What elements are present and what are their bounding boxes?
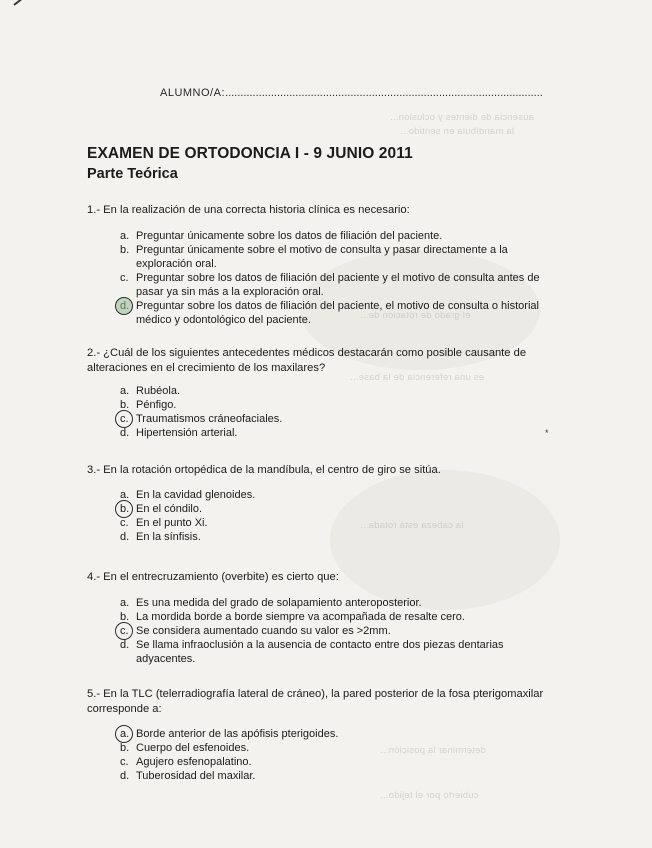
pen-asterisk-mark: * (545, 428, 549, 438)
question-4-options (120, 596, 550, 666)
bleed-through-text: la cabeza está rotada... (360, 520, 464, 531)
question-2-text: 2.- ¿Cuál de los siguientes antecedentes médicos destacarán como posible causante de alteraciones en el crecimiento de los maxilares? (87, 347, 527, 374)
question-5-text: 5.- En la TLC (telerradiografía lateral de cráneo), la pared posterior de la fosa pterigomaxilar corresponde a: (87, 688, 544, 715)
option-4d[interactable]: d. Se llama infraoclusión a la ausencia de contacto entre dos piezas dentarias adyacentes. (120, 639, 504, 665)
exam-subtitle: Parte Teórica (87, 166, 178, 182)
option-5d[interactable]: d. Tuberosidad del maxilar. (120, 770, 256, 782)
option-1c[interactable]: c. Preguntar sobre los datos de filiación del paciente y el motivo de consulta antes de pasar ya sin más a la exploración oral. (120, 272, 540, 298)
bleed-through-text: ausencia de dientes y oclusión... (390, 112, 534, 123)
answer-circle-mark (115, 297, 133, 315)
question-2-options (120, 384, 550, 440)
bleed-through-text: es una referencia de la base... (350, 372, 485, 383)
pen-mark (13, 0, 36, 6)
question-1-options (120, 229, 550, 327)
student-name-dots: ........................................................................................................ (225, 87, 543, 99)
option-2d[interactable]: d. Hipertensión arterial. (120, 427, 238, 439)
option-2a[interactable]: a. Rubéola. (120, 385, 181, 397)
option-5c[interactable]: c. Agujero esfenopalatino. (120, 756, 252, 768)
student-label: ALUMNO/A: (160, 87, 226, 99)
question-3-text: 3.- En la rotación ortopédica de la mandíbula, el centro de giro se sitúa. (87, 464, 441, 476)
bleed-through-text: la mandíbula en sentido... (400, 126, 514, 137)
option-4c[interactable]: c. Se considera aumentado cuando su valor es >2mm. (120, 624, 550, 638)
bleed-through-text: el grado de rotación de... (360, 310, 471, 321)
question-3-options (120, 488, 550, 544)
option-5a[interactable]: a. Borde anterior de las apófisis pterigoides. (120, 727, 550, 741)
option-5b[interactable]: b. Cuerpo del esfenoides. (120, 742, 250, 754)
option-4b[interactable]: b. La mordida borde a borde siempre va acompañada de resalte cero. (120, 611, 465, 623)
question-5-options (120, 727, 550, 783)
bleed-through-text: determinar la posición... (380, 745, 486, 756)
option-3c[interactable]: c. En el punto Xi. (120, 517, 208, 529)
option-3d[interactable]: d. En la sínfisis. (120, 531, 201, 543)
bleed-through-text: cubierto por el tejido... (380, 790, 479, 801)
option-2c[interactable]: c. Traumatismos cráneofaciales. (120, 412, 550, 426)
question-1-text: 1.- En la realización de una correcta historia clínica es necesario: (87, 204, 410, 216)
option-3a[interactable]: a. En la cavidad glenoides. (120, 489, 256, 501)
option-1d[interactable]: Preguntar sobre los datos de filiación del paciente, el motivo de consulta o historial médico y odontológico del paciente. (120, 299, 550, 327)
option-2b[interactable]: b. Pénfigo. (120, 399, 177, 411)
exam-title: EXAMEN DE ORTODONCIA I - 9 JUNIO 2011 (87, 145, 413, 162)
option-1a[interactable]: a. Preguntar únicamente sobre los datos de filiación del paciente. (120, 230, 443, 242)
option-3b[interactable]: b. En el cóndilo. (120, 502, 550, 516)
student-name-line (160, 87, 543, 99)
option-4a[interactable]: a. Es una medida del grado de solapamiento anteroposterior. (120, 597, 422, 609)
option-1b[interactable]: b. Preguntar únicamente sobre el motivo de consulta y pasar directamente a la exploración oral. (120, 244, 508, 270)
question-4-text: 4.- En el entrecruzamiento (overbite) es cierto que: (87, 571, 339, 583)
